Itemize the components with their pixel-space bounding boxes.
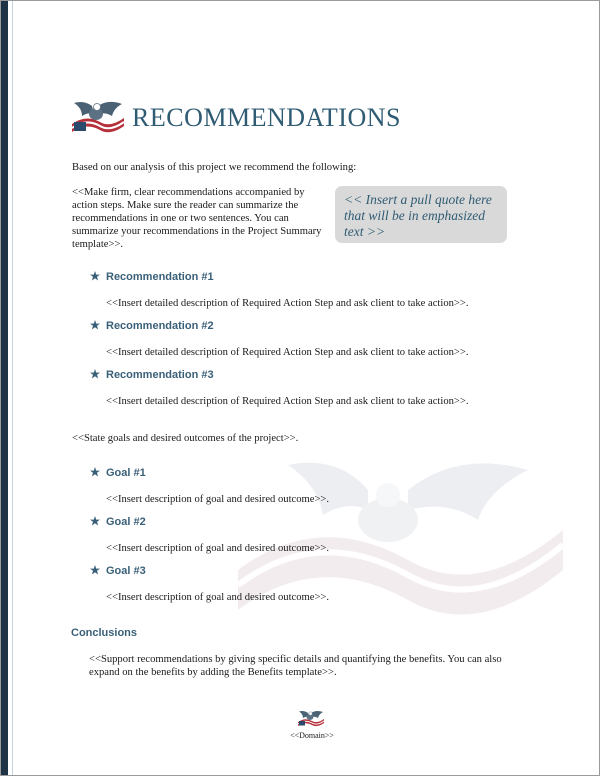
goal-title: Goal #3 bbox=[106, 565, 146, 577]
star-icon bbox=[90, 467, 100, 477]
pull-quote-text: << Insert a pull quote here that will be in emphasized text >> bbox=[344, 192, 492, 239]
left-accent-line bbox=[12, 1, 13, 775]
star-icon bbox=[90, 320, 100, 330]
conclusions-text: <<Support recommendations by giving specific details and quantifying the benefits. You can also expand on the benefits by adding the Benefits template>>. bbox=[89, 654, 502, 678]
recommendation-title: Recommendation #1 bbox=[106, 271, 214, 283]
goal-description: <<Insert description of goal and desired outcome>>. bbox=[106, 543, 330, 554]
recommendation-description: <<Insert detailed description of Required Action Step and ask client to take action>>. bbox=[106, 347, 469, 358]
star-icon bbox=[90, 271, 100, 281]
intro-text: Based on our analysis of this project we recommend the following: bbox=[72, 162, 357, 173]
goal-description: <<Insert description of goal and desired outcome>>. bbox=[106, 494, 330, 505]
recommendations-paragraph: <<Make firm, clear recommendations accompanied by action steps. Make sure the reader can summarize the recommendations in one or two sentences. You can summarize your recommendations in the Project Summary template>>. bbox=[72, 187, 322, 250]
page-title: RECOMMENDATIONS bbox=[132, 103, 401, 132]
recommendation-title: Recommendation #3 bbox=[106, 369, 214, 381]
goal-title: Goal #1 bbox=[106, 467, 146, 479]
recommendation-heading bbox=[90, 271, 214, 285]
star-icon bbox=[90, 369, 100, 379]
recommendation-heading bbox=[90, 369, 214, 383]
recommendation-title: Recommendation #2 bbox=[106, 320, 214, 332]
goal-description: <<Insert description of goal and desired outcome>>. bbox=[106, 592, 330, 603]
star-icon bbox=[90, 565, 100, 575]
footer-eagle-flag-icon bbox=[297, 710, 325, 729]
eagle-flag-logo-icon bbox=[70, 100, 126, 138]
footer-domain: <<Domain>> bbox=[290, 731, 334, 740]
goal-heading bbox=[90, 565, 146, 579]
star-icon bbox=[90, 516, 100, 526]
goals-intro-text: <<State goals and desired outcomes of the project>>. bbox=[72, 433, 299, 444]
pull-quote-box bbox=[335, 186, 507, 243]
left-accent-bar bbox=[1, 1, 8, 775]
goal-heading bbox=[90, 516, 146, 530]
recommendation-description: <<Insert detailed description of Required Action Step and ask client to take action>>. bbox=[106, 396, 469, 407]
conclusions-heading: Conclusions bbox=[71, 627, 138, 639]
recommendation-description: <<Insert detailed description of Required Action Step and ask client to take action>>. bbox=[106, 298, 469, 309]
recommendation-heading bbox=[90, 320, 214, 334]
goal-heading bbox=[90, 467, 146, 481]
goal-title: Goal #2 bbox=[106, 516, 146, 528]
